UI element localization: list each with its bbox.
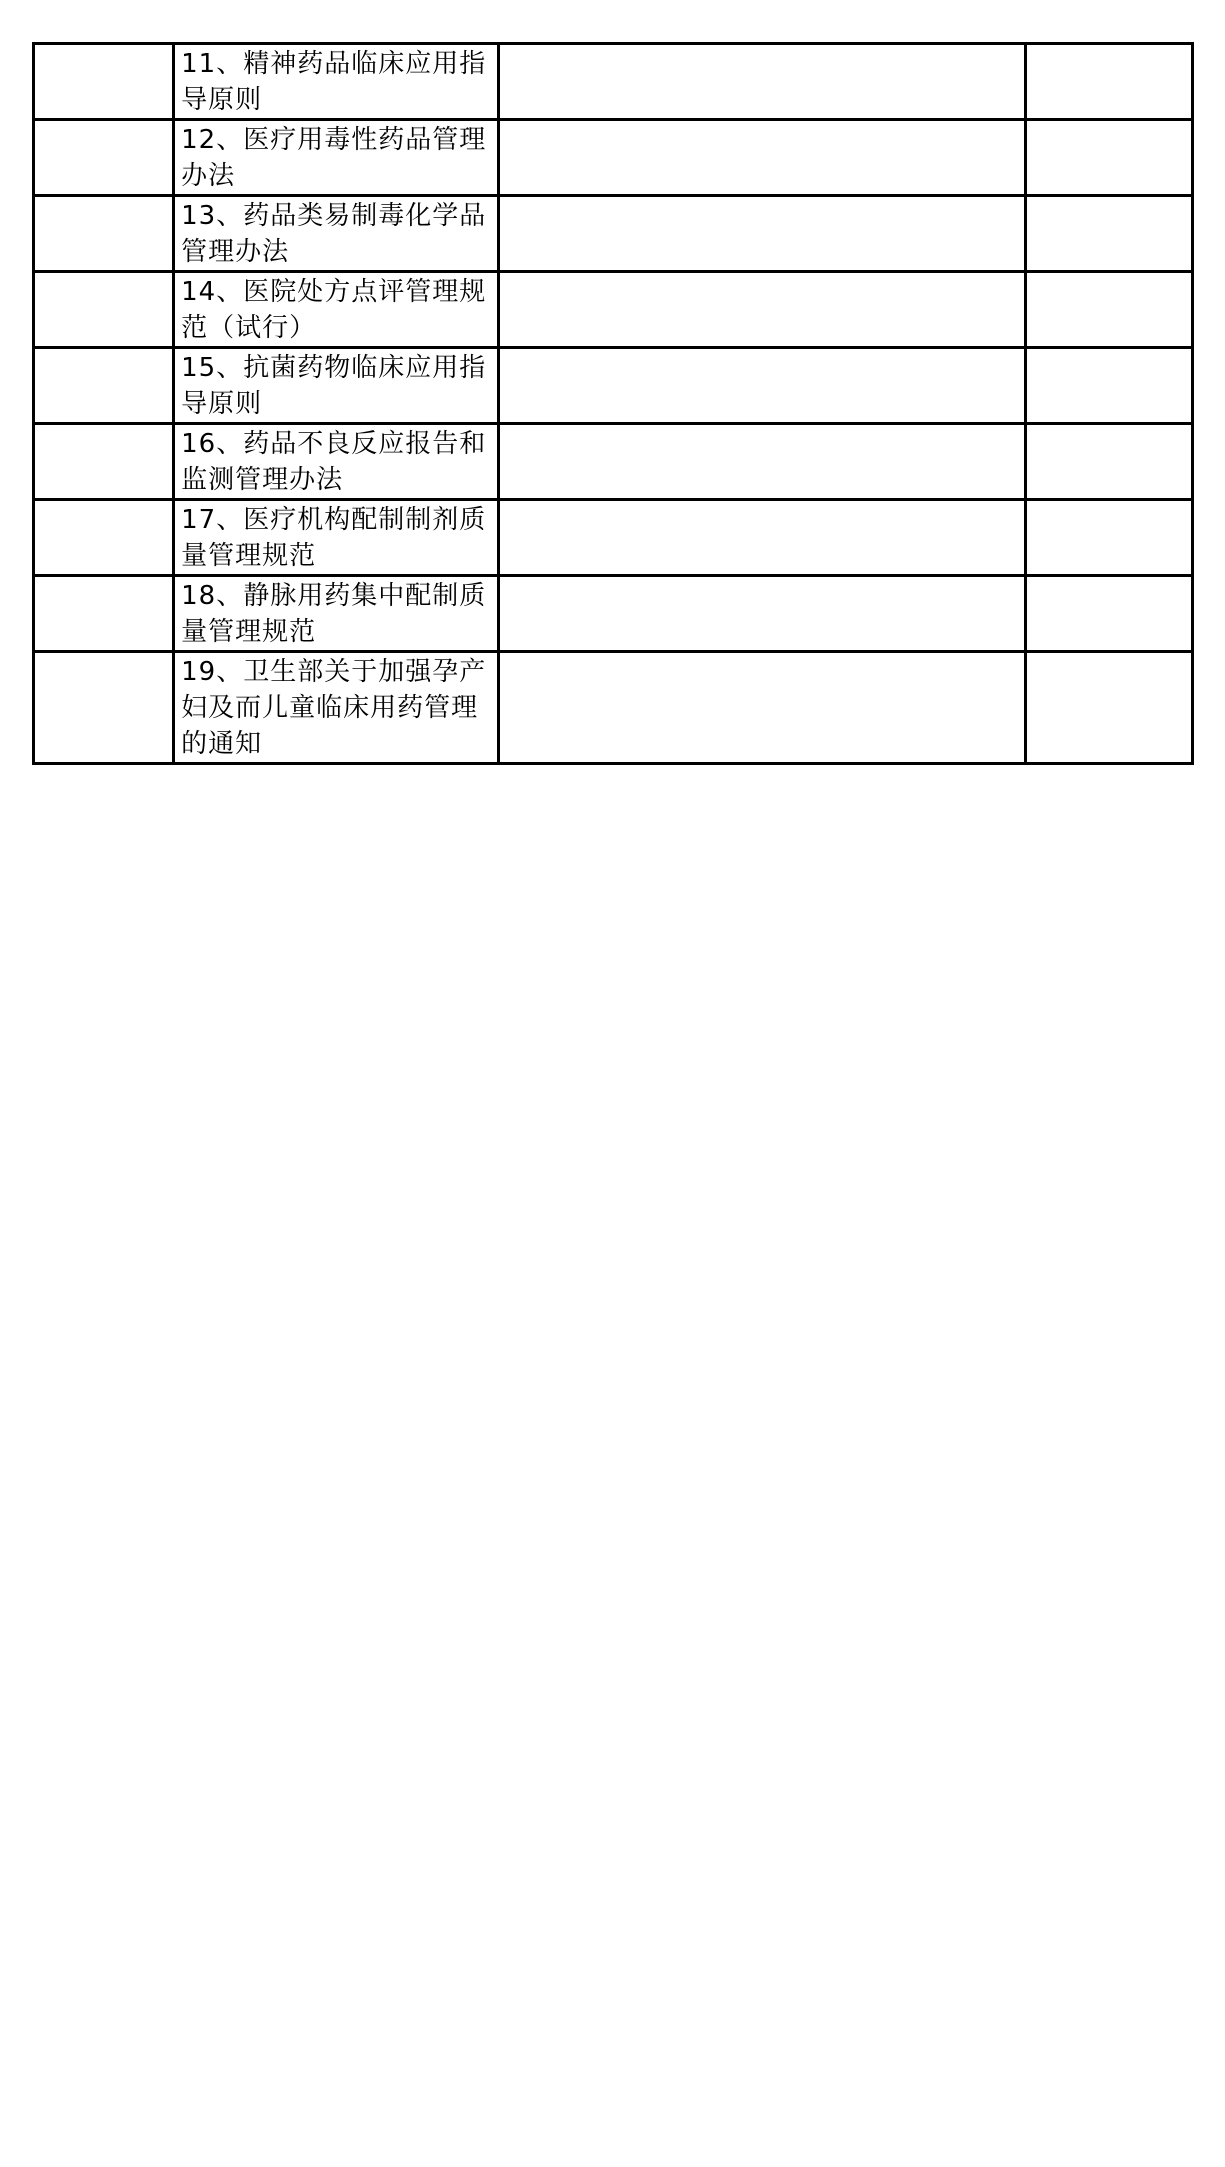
table-cell-empty bbox=[499, 348, 1025, 424]
table-cell-empty bbox=[499, 196, 1025, 272]
table-cell-empty bbox=[1025, 44, 1192, 120]
table-row bbox=[34, 196, 1193, 272]
table-cell-empty bbox=[34, 196, 174, 272]
table-row bbox=[34, 652, 1193, 764]
table-cell-empty bbox=[499, 576, 1025, 652]
table-cell-empty bbox=[34, 44, 174, 120]
table-cell-empty bbox=[34, 500, 174, 576]
regulations-table-body bbox=[34, 44, 1193, 764]
table-row bbox=[34, 348, 1193, 424]
table-cell-empty bbox=[499, 120, 1025, 196]
table-cell-empty bbox=[1025, 652, 1192, 764]
table-row bbox=[34, 500, 1193, 576]
table-cell-empty bbox=[34, 576, 174, 652]
table-cell-empty bbox=[1025, 120, 1192, 196]
regulations-table bbox=[32, 42, 1194, 765]
table-cell-empty bbox=[1025, 196, 1192, 272]
regulation-title: 19、卫生部关于加强孕产妇及而儿童临床用药管理的通知 bbox=[174, 652, 499, 764]
table-cell-empty bbox=[1025, 424, 1192, 500]
table-cell-empty bbox=[499, 500, 1025, 576]
table-cell-empty bbox=[34, 120, 174, 196]
table-cell-empty bbox=[34, 272, 174, 348]
regulation-title: 18、静脉用药集中配制质量管理规范 bbox=[174, 576, 499, 652]
table-cell-empty bbox=[34, 348, 174, 424]
table-cell-empty bbox=[1025, 272, 1192, 348]
table-cell-empty bbox=[1025, 348, 1192, 424]
table-cell-empty bbox=[1025, 500, 1192, 576]
regulation-title: 17、医疗机构配制制剂质量管理规范 bbox=[174, 500, 499, 576]
table-cell-empty bbox=[499, 424, 1025, 500]
table-row bbox=[34, 272, 1193, 348]
regulation-title: 15、抗菌药物临床应用指导原则 bbox=[174, 348, 499, 424]
table-row bbox=[34, 424, 1193, 500]
table-row bbox=[34, 576, 1193, 652]
table-cell-empty bbox=[1025, 576, 1192, 652]
regulation-title: 14、医院处方点评管理规范（试行） bbox=[174, 272, 499, 348]
table-row bbox=[34, 120, 1193, 196]
table-cell-empty bbox=[34, 424, 174, 500]
table-cell-empty bbox=[499, 44, 1025, 120]
table-cell-empty bbox=[499, 652, 1025, 764]
table-cell-empty bbox=[34, 652, 174, 764]
table-row bbox=[34, 44, 1193, 120]
regulation-title: 13、药品类易制毒化学品管理办法 bbox=[174, 196, 499, 272]
regulation-title: 16、药品不良反应报告和监测管理办法 bbox=[174, 424, 499, 500]
regulation-title: 12、医疗用毒性药品管理办法 bbox=[174, 120, 499, 196]
table-cell-empty bbox=[499, 272, 1025, 348]
regulation-title: 11、精神药品临床应用指导原则 bbox=[174, 44, 499, 120]
